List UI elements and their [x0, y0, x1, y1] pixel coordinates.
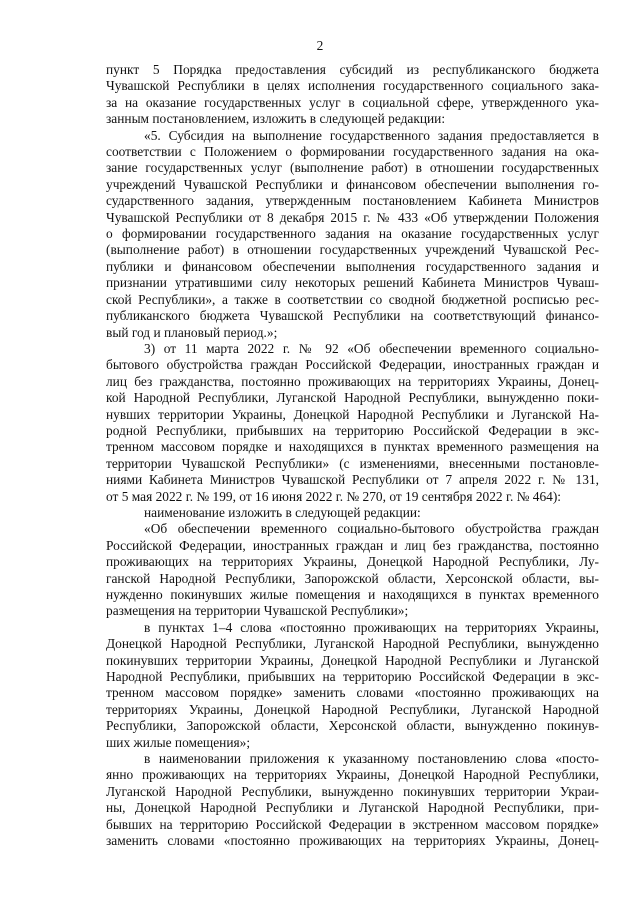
paragraph — [106, 341, 599, 505]
text-line: о формировании государственного задания на оказание государственных услуг — [106, 226, 599, 242]
text-line: за на оказание государственных услуг в социальной сфере, утвержденного ука- — [106, 94, 599, 110]
text-line: ших жилые помещения»; — [106, 734, 251, 750]
paragraph — [106, 62, 599, 128]
document-body — [106, 62, 599, 850]
text-line: вый год и плановый период.»; — [106, 324, 278, 340]
text-line: Российской Федерации, иностранных граждан и лиц без гражданства, постоянно — [106, 537, 599, 553]
text-line: родной Республики, прибывших на территорию Российской Федерации в экс- — [106, 422, 599, 438]
paragraph — [106, 505, 599, 521]
text-line: учреждений Чувашской Республики и финансовом обеспечении выполнения го- — [106, 176, 599, 192]
text-line: соответствии с Положением о формировании государственного задания на ока- — [106, 144, 599, 160]
text-line: «5. Субсидия на выполнение государственного задания предоставляется в — [144, 127, 599, 143]
text-line: ниями Кабинета Министров Чувашской Республики от 7 апреля 2022 г. № 131, — [106, 472, 599, 488]
text-line: занным постановлением, изложить в следующей редакции: — [106, 111, 446, 127]
paragraph — [106, 521, 599, 619]
text-line: нужденно покинувших жилые помещения и находящихся в пунктах временного — [106, 587, 599, 602]
paragraph — [106, 620, 599, 751]
text-line: признании утратившими силу некоторых решений Кабинета Министров Чуваш- — [106, 275, 599, 291]
text-line: Народной Республики, прибывших на территорию Российской Федерации в экс- — [106, 669, 599, 685]
text-line: в наименовании приложения к указанному постановлению слова «посто- — [144, 751, 599, 767]
text-line: бывших на территорию Российской Федерации в экстренном массовом порядке» — [106, 816, 599, 832]
text-line: публики и финансовом обеспечении выполнения государственного задания и — [106, 258, 599, 274]
text-line: в пунктах 1–4 слова «постоянно проживающих на территориях Украины, — [144, 619, 599, 635]
text-line: территории Чувашской Республики» (с изменениями, внесенными постановле- — [106, 455, 599, 471]
text-line: ской Республики», а также в соответствии со сводной бюджетной росписью рес- — [106, 291, 599, 307]
text-line: (выполнение работ) в отношении государственных учреждений Чувашской Рес- — [106, 242, 599, 258]
text-line: размещения на территории Чувашской Республики»; — [106, 603, 409, 619]
text-line: бытового обустройства граждан Российской Федерации, иностранных граждан и — [106, 357, 599, 373]
text-line: Чувашской Республики от 8 декабря 2015 г. № 433 «Об утверждении Положения — [106, 209, 599, 225]
text-line: ны, Донецкой Народной Республики и Луганской Народной Республики, при- — [106, 800, 599, 816]
text-line: зание государственных услуг (выполнение работ) в отношении государственных — [106, 160, 599, 176]
text-line: Донецкой Народной Республики, Луганской Народной Республики, вынужденно — [106, 636, 599, 652]
text-line: ганской Народной Республики, Запорожской области, Херсонской области, вы- — [106, 570, 599, 586]
text-line: от 5 мая 2022 г. № 199, от 16 июня 2022 г. № 270, от 19 сентября 2022 г. № 464): — [106, 488, 562, 504]
paragraph — [106, 751, 599, 849]
text-line: лиц без гражданства, постоянно проживающих на территориях Украины, Донец- — [106, 373, 599, 389]
text-line: тренном массовом порядке» заменить словами «постоянно проживающих на — [106, 685, 599, 701]
text-line: сударственного задания, утвержденным постановлением Кабинета Министров — [106, 193, 599, 209]
text-line: территориях Украины, Донецкой Народной Республики, Луганской Народной — [106, 701, 599, 717]
text-line: Республики, Запорожской области, Херсонской области, вынужденно покинув- — [106, 718, 599, 734]
text-line: Чувашской Республики в целях исполнения государственного социального зака- — [106, 78, 599, 94]
text-line: Луганской Народной Республики, вынужденно покинувших территории Украи- — [106, 783, 599, 799]
text-line: нувших территории Украины, Донецкой Народной Республики и Луганской На- — [106, 406, 599, 422]
text-line: 3) от 11 марта 2022 г. № 92 «Об обеспечении временного социально- — [144, 340, 599, 356]
text-line: покинувших территории Украины, Донецкой Народной Республики и Луганской — [106, 652, 599, 668]
page-number: 2 — [316, 38, 324, 53]
text-line: проживающих на территориях Украины, Донецкой Народной Республики, Лу- — [106, 554, 599, 570]
text-line: «Об обеспечении временного социально-бытового обустройства граждан — [144, 521, 599, 537]
paragraph — [106, 128, 599, 341]
text-line: наименование изложить в следующей редакции: — [144, 504, 421, 520]
text-line: публиканского бюджета Чувашской Республики на соответствующий финансо- — [106, 308, 599, 324]
text-line: пункт 5 Порядка предоставления субсидий из республиканского бюджета — [106, 62, 599, 77]
text-line: кой Народной Республики, Луганской Народной Республики, вынужденно поки- — [106, 390, 599, 406]
text-line: тренном массовом порядке и находящихся в пунктах временного размещения на — [106, 439, 599, 455]
text-line: заменить словами «постоянно проживающих на территориях Украины, Донец- — [106, 833, 599, 849]
text-line: янно проживающих на территориях Украины, Донецкой Народной Республики, — [106, 767, 599, 783]
